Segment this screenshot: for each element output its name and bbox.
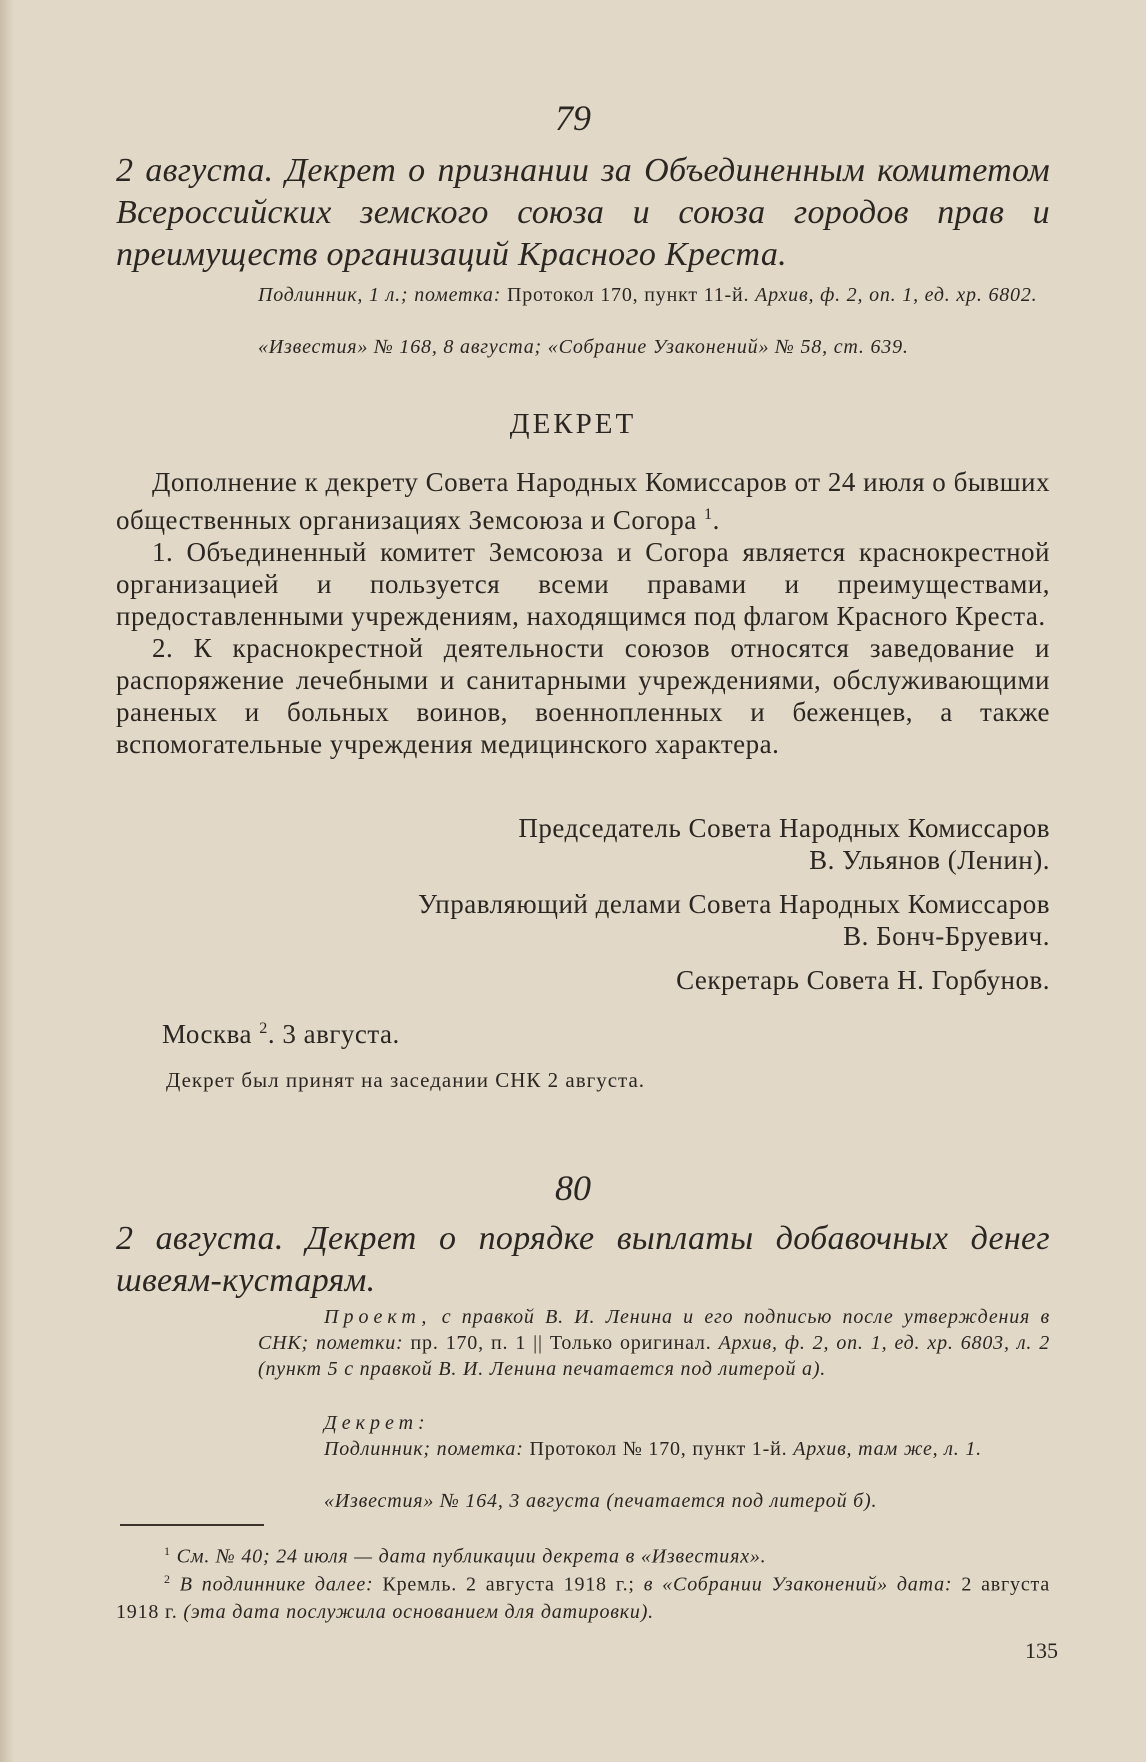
place: Москва bbox=[162, 1019, 252, 1049]
decree-heading: ДЕКРЕТ bbox=[509, 408, 637, 440]
document-80-source-original bbox=[258, 1436, 1050, 1462]
source-draft-archive: Архив, ф. 2, оп. 1, ед. хр. 6803, л. 2 (пункт 5 с правкой В. И. Ленина печатается под литерой а). bbox=[258, 1332, 1050, 1380]
source-original-archive: Архив, там же, л. 1. bbox=[793, 1438, 982, 1460]
page-edge-shadow bbox=[0, 0, 14, 1762]
document-80-source-decree-label: Декрет: bbox=[324, 1412, 430, 1434]
decree-paragraph-1: 1. Объединенный комитет Земсоюза и Согора является краснокрестной организацией и пользуется всеми правами и преимуществами, предоставленными учреждениям, находящимся под флагом Красного Креста. bbox=[116, 537, 1050, 631]
footnote-rule bbox=[120, 1524, 264, 1526]
source-draft-label: Проект, bbox=[324, 1306, 432, 1328]
document-number-80: 80 bbox=[555, 1168, 591, 1208]
source-original-protocol: Протокол № 170, пункт 1-й. bbox=[523, 1438, 794, 1460]
document-79-source-publication: «Известия» № 168, 8 августа; «Собрание Узаконений» № 58, ст. 639. bbox=[258, 336, 909, 358]
document-79-title: 2 августа. Декрет о признании за Объединенным комитетом Всероссийских земского союза и союза городов прав и преимуществ организаций Красного Креста. bbox=[116, 152, 1050, 273]
source-draft-desc: с правкой В. И. Ленина и его подписью после утверждения в СНК; пометки: bbox=[258, 1306, 1050, 1354]
document-80-source-draft bbox=[258, 1304, 1050, 1382]
signature-chairman-title: Председатель Совета Народных Комиссаров bbox=[518, 813, 1050, 843]
source-protocol: Протокол 170, пункт 11-й. bbox=[501, 284, 756, 306]
source-label: Подлинник, 1 л.; пометка: bbox=[258, 284, 502, 306]
signature-chairman-name: В. Ульянов (Ленин). bbox=[809, 845, 1050, 875]
decree-body bbox=[116, 466, 1050, 760]
document-79-source-archive bbox=[258, 282, 1050, 308]
source-original-label: Подлинник; пометка: bbox=[324, 1438, 524, 1460]
signature-manager-name: В. Бонч-Бруевич. bbox=[843, 921, 1050, 951]
document-80-source-publication: «Известия» № 164, 3 августа (печатается под литерой б). bbox=[324, 1490, 878, 1512]
footnote-1-mark: 1 bbox=[164, 1544, 171, 1558]
footnote-2-explanation: (эта дата послужила основанием для датировки). bbox=[183, 1600, 654, 1623]
decree-intro-end: . bbox=[712, 505, 720, 535]
signature-chairman bbox=[518, 812, 1050, 876]
document-number-79: 79 bbox=[555, 98, 591, 138]
footnote-2 bbox=[116, 1566, 1050, 1626]
footnote-2-mark: 2 bbox=[164, 1572, 171, 1586]
date: . 3 августа. bbox=[267, 1019, 400, 1049]
signature-manager-title: Управляющий делами Совета Народных Комиссаров bbox=[418, 889, 1050, 919]
page-number: 135 bbox=[1025, 1638, 1058, 1663]
decree-intro-text: Дополнение к декрету Совета Народных Комиссаров от 24 июля о бывших общественных организациях Земсоюза и Согора bbox=[116, 467, 1050, 535]
signature-secretary: Секретарь Совета Н. Горбунов. bbox=[676, 965, 1050, 995]
signature-manager bbox=[418, 888, 1050, 952]
footnote-ref-2: 2 bbox=[259, 1019, 268, 1037]
footnote-2-label: В подлиннике далее: bbox=[179, 1573, 374, 1596]
source-archive-ref: Архив, ф. 2, оп. 1, ед. хр. 6802. bbox=[755, 284, 1038, 306]
footnote-1-text: См. № 40; 24 июля — дата публикации декрета в «Известиях». bbox=[176, 1545, 767, 1568]
footnote-2-kremlin: Кремль. 2 августа 1918 г.; bbox=[373, 1573, 644, 1596]
footnote-2-collection: в «Собрании Узаконений» дата: bbox=[643, 1573, 953, 1596]
footnote-2-date: 2 августа 1918 г. bbox=[116, 1573, 1050, 1623]
source-draft-protocol: пр. 170, п. 1 || Только оригинал. bbox=[403, 1332, 719, 1354]
document-80-title: 2 августа. Декрет о порядке выплаты добавочных денег швеям-кустарям. bbox=[116, 1220, 1050, 1299]
decree-adoption-note: Декрет был принят на заседании СНК 2 августа. bbox=[166, 1068, 646, 1092]
decree-place-date bbox=[162, 1012, 400, 1050]
decree-intro bbox=[116, 466, 1050, 536]
footnote-ref-1: 1 bbox=[704, 505, 713, 523]
decree-paragraph-2: 2. К краснокрестной деятельности союзов относятся заведование и распоряжение лечебными и санитарными учреждениями, обслуживающими раненых и больных воинов, военнопленных и беженцев, а также вспомогательные учреждения медицинского характера. bbox=[116, 633, 1050, 759]
